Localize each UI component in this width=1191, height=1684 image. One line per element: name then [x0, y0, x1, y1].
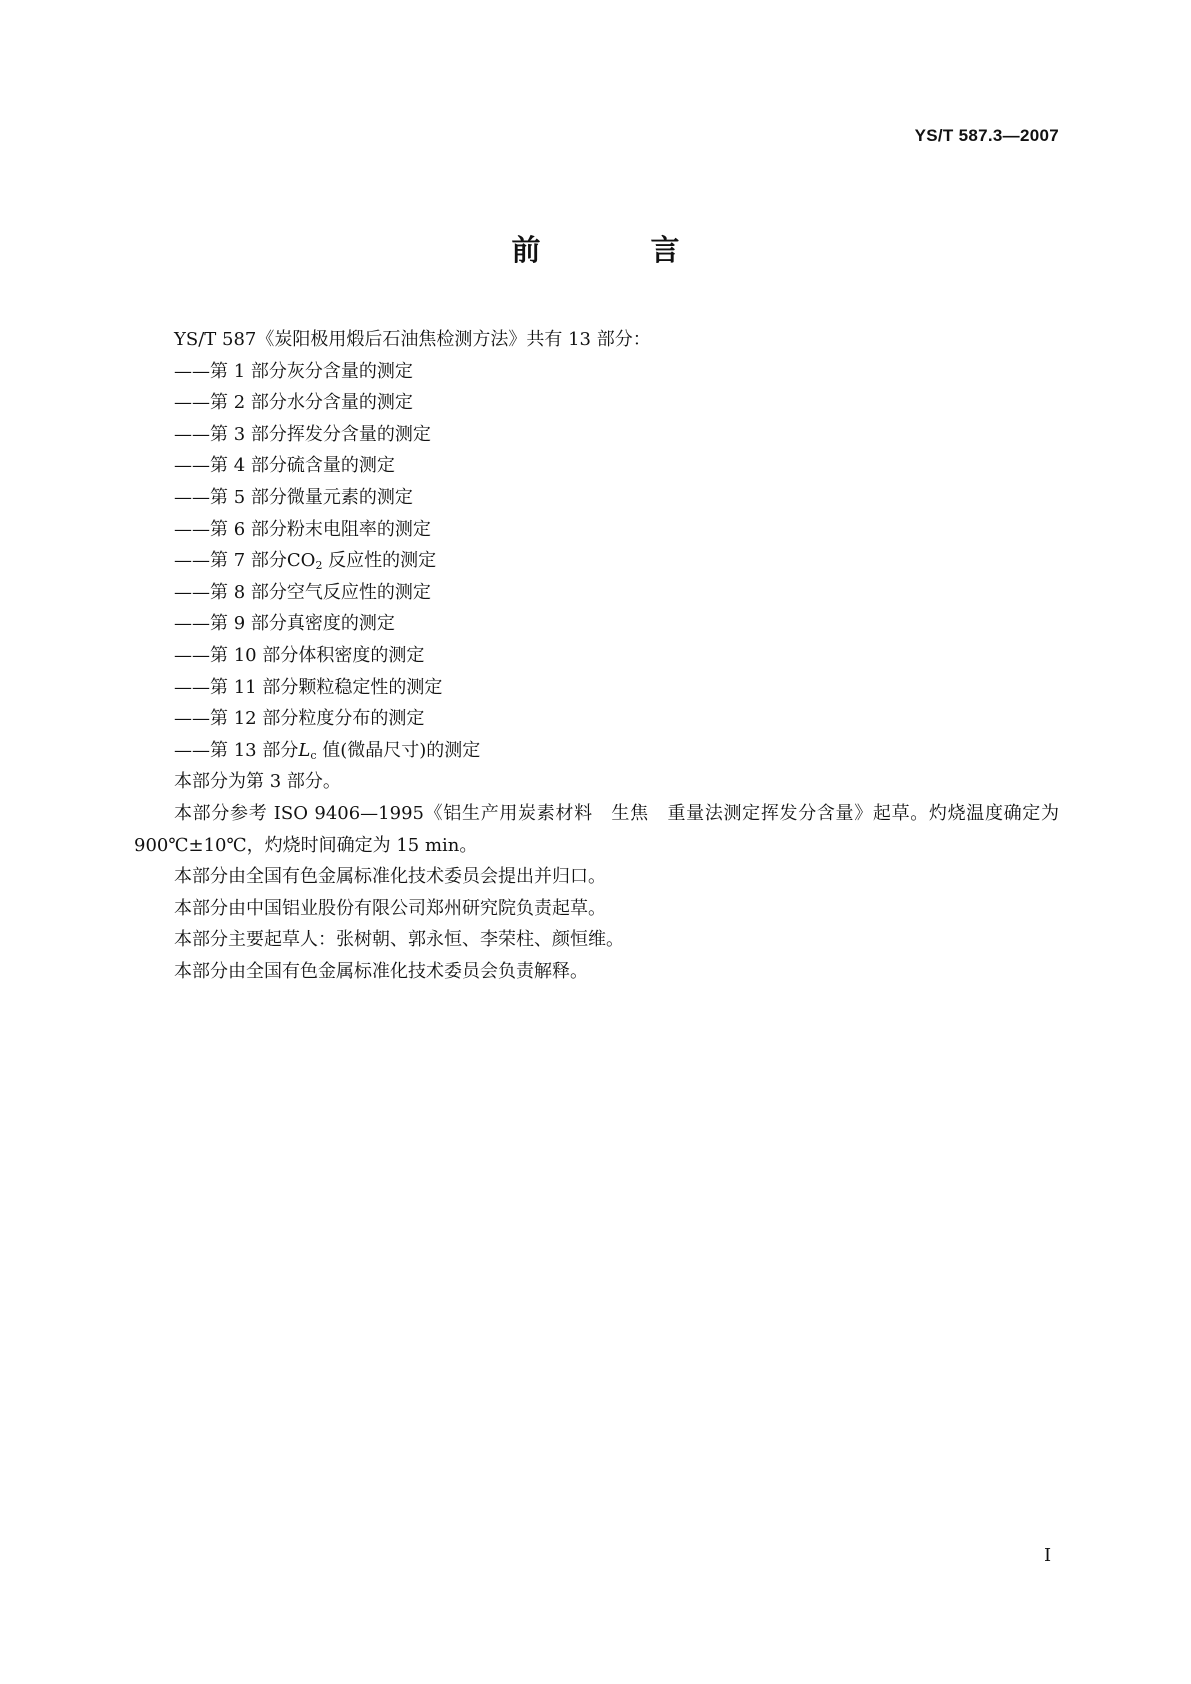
part-title-prefix: L	[298, 739, 311, 761]
list-item	[134, 640, 1059, 672]
proposed-paragraph: 本部分由全国有色金属标准化技术委员会提出并归口。	[174, 866, 606, 888]
part-title: 空气反应性的测定	[286, 581, 431, 603]
page-number: I	[1044, 1545, 1052, 1566]
list-item	[134, 450, 1059, 482]
part-title-suffix: 值(微晶尺寸)的测定	[316, 739, 481, 761]
part-number: ——第 5 部分	[174, 486, 287, 508]
part-title-subscript: 2	[315, 559, 323, 573]
interpretation-paragraph: 本部分由全国有色金属标准化技术委员会负责解释。	[174, 960, 588, 982]
part-number: ——第 10 部分	[174, 644, 299, 666]
list-item	[134, 672, 1059, 704]
list-item	[134, 703, 1059, 735]
part-number: ——第 1 部分	[174, 360, 287, 382]
intro-line: YS/T 587《炭阳极用煅后石油焦检测方法》共有 13 部分：	[174, 329, 651, 350]
list-item	[134, 577, 1059, 609]
part-title: 粒度分布的测定	[298, 708, 425, 730]
part-number: ——第 3 部分	[174, 423, 287, 445]
standard-code: YS/T 587.3—2007	[914, 126, 1059, 145]
list-item	[134, 419, 1059, 451]
part-title: 微量元素的测定	[286, 486, 413, 508]
part-title-suffix: 反应性的测定	[322, 550, 437, 572]
reference-paragraph: 本部分参考 ISO 9406—1995《铝生产用炭素材料 生焦 重量法测定挥发分含量》起草。灼烧温度确定为 900℃±10℃，灼烧时间确定为 15 min。	[134, 802, 1059, 856]
drafters-paragraph: 本部分主要起草人：张树朝、郭永恒、李荣柱、颜恒维。	[174, 929, 624, 951]
part-title: 硫含量的测定	[286, 455, 395, 477]
part-number: ——第 8 部分	[174, 581, 287, 603]
this-part-paragraph: 本部分为第 3 部分。	[174, 771, 341, 793]
part-title: 真密度的测定	[286, 613, 395, 635]
list-item	[134, 356, 1059, 388]
document-body	[134, 324, 1059, 987]
list-item	[134, 608, 1059, 640]
part-number: ——第 2 部分	[174, 392, 287, 414]
list-item	[134, 482, 1059, 514]
part-title: 灰分含量的测定	[286, 360, 413, 382]
part-number: ——第 11 部分	[174, 676, 299, 698]
part-title: 粉末电阻率的测定	[286, 518, 431, 540]
part-number: ——第 6 部分	[174, 518, 287, 540]
part-title-prefix: CO	[286, 550, 316, 572]
part-title: 颗粒稳定性的测定	[298, 676, 443, 698]
list-item	[134, 387, 1059, 419]
part-title: 体积密度的测定	[298, 644, 425, 666]
list-item	[134, 514, 1059, 546]
part-number: ——第 12 部分	[174, 708, 299, 730]
part-title: 挥发分含量的测定	[286, 423, 431, 445]
list-item	[134, 545, 1059, 577]
page-title: 前 言	[511, 233, 730, 267]
part-number: ——第 4 部分	[174, 455, 287, 477]
drafted-by-paragraph: 本部分由中国铝业股份有限公司郑州研究院负责起草。	[174, 897, 606, 919]
list-item	[134, 735, 1059, 767]
part-number: ——第 9 部分	[174, 613, 287, 635]
part-number: ——第 7 部分	[174, 550, 287, 572]
part-title: 水分含量的测定	[286, 392, 413, 414]
part-number: ——第 13 部分	[174, 739, 299, 761]
part-title-subscript: c	[310, 748, 317, 762]
